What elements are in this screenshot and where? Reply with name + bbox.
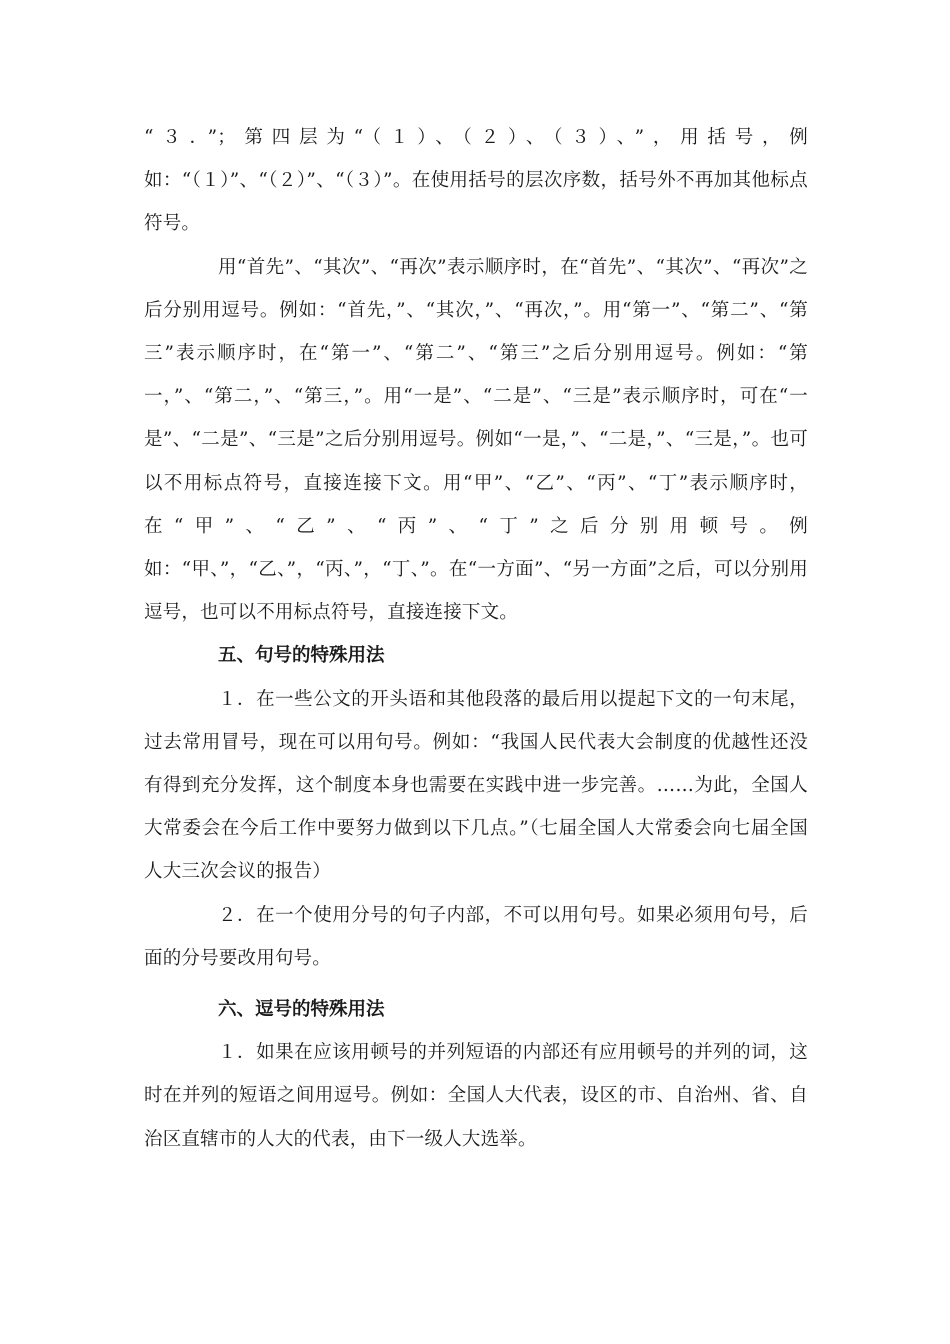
paragraph-comma-item-1: １．如果在应该用顿号的并列短语的内部还有应用顿号的并列的词，这时在并列的短语之间用逗号。例如：全国人大代表，设区的市、自治州、省、自治区直辖市的人大的代表，由下一级人大选举。: [144, 1042, 808, 1150]
paragraph-order-words: 用“首先”、“其次”、“再次”表示顺序时，在“首先”、“其次”、“再次”之后分别用逗号。例如：“首先，”、“其次，”、“再次，”。用“第一”、“第二”、“第三”表示顺序时，在“第一”、“第二”、“第三”之后分别用逗号。例如：“第一，”、“第二，”、“第三，”。用“一是”、“二是”、“三是”表示顺序时，可在“一是”、“二是”、“三是”之后分别用逗号。例如“一是，”、“二是，”、“三是，”。也可以不用标点符号，直接连接下文。用“甲”、“乙”、“丙”、“丁”表示顺序时，在“甲”、“乙”、“丙”、“丁”之后分别用顿号。例如：“甲、”，“乙、”，“丙、”，“丁、”。在“一方面”、“另一方面”之后，可以分别用逗号，也可以不用标点符号，直接连接下文。: [144, 256, 808, 624]
document-page: [144, 116, 808, 1161]
paragraph-bracket-levels: “３．”；第四层为“（１）、（２）、（３）、”，用括号，例如：“（１）”、“（２）”、“（３）”。在使用括号的层次序数，括号外不再加其他标点符号。: [144, 127, 808, 235]
paragraph-period-item-1: １．在一些公文的开头语和其他段落的最后用以提起下文的一句末尾，过去常用冒号，现在可以用句号。例如：“我国人民代表大会制度的优越性还没有得到充分发挥，这个制度本身也需要在实践中进一步完善。……为此，全国人大常委会在今后工作中要努力做到以下几点。”（七届全国人大常委会向七届全国人大三次会议的报告）: [144, 688, 808, 883]
paragraph-period-item-2: ２．在一个使用分号的句子内部，不可以用句号。如果必须用句号，后面的分号要改用句号。: [144, 904, 808, 969]
section-heading-comma: 六、逗号的特殊用法: [218, 999, 385, 1021]
spacer: [144, 980, 808, 988]
section-heading-period: 五、句号的特殊用法: [218, 645, 385, 667]
